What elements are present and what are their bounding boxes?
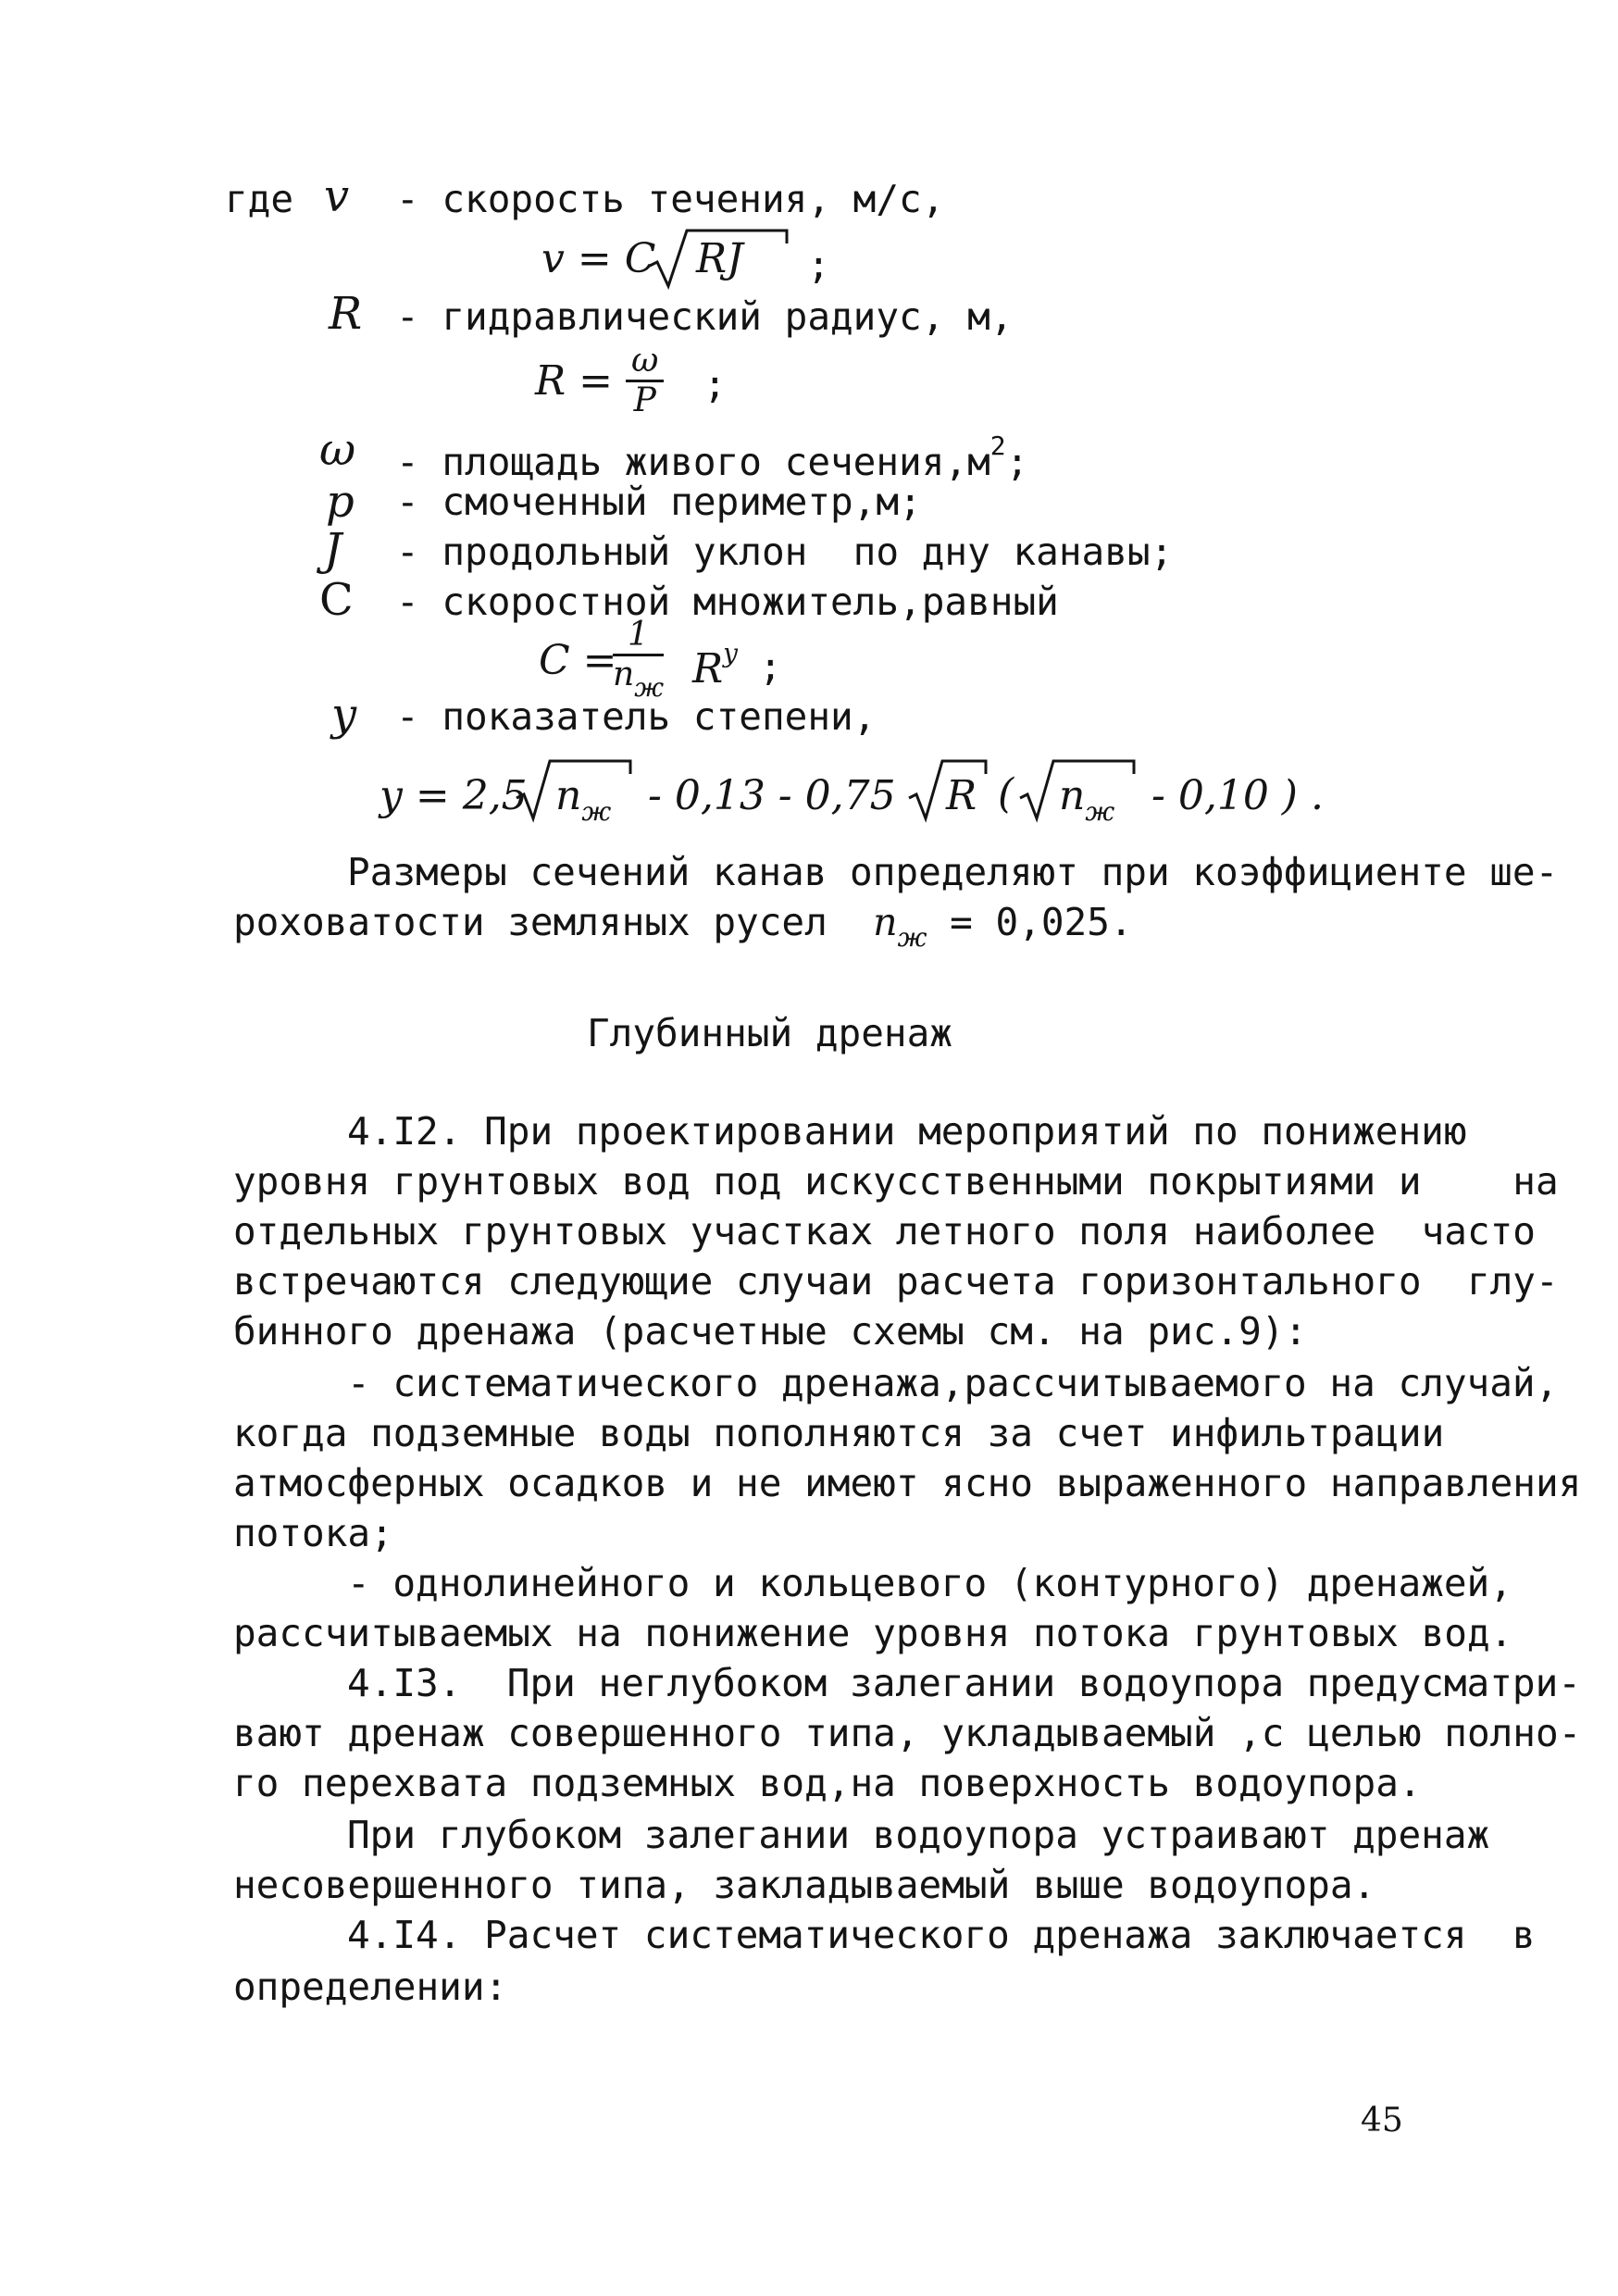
R-formula-fraction: [626, 344, 664, 418]
y-symbol: y: [331, 689, 357, 741]
R-formula-denominator: P: [633, 381, 656, 419]
y-formula-tail: - 0,10 ) .: [1151, 772, 1324, 819]
C-formula-power: $R^y$: [692, 638, 738, 693]
C-definition: - скоростной множитель,равный: [396, 580, 1059, 624]
page-number: 45: [1361, 2102, 1403, 2140]
y-formula-radicand-2: R: [946, 772, 977, 819]
v-symbol: v: [324, 170, 350, 222]
omega-exponent: 2: [989, 430, 1006, 461]
y-formula-middle: - 0,13 - 0,75: [648, 772, 896, 819]
C-formula-fraction: [613, 618, 664, 701]
section-heading: Глубинный дренаж: [587, 1011, 952, 1055]
v-formula-end: ;: [807, 243, 830, 287]
body-line: 4.I3. При неглубоком залегании водоупора предусматри-: [347, 1661, 1581, 1705]
y-formula-open-paren: (: [998, 770, 1014, 817]
body-line: - однолинейного и кольцевого (контурного) дренажей,: [347, 1561, 1512, 1605]
omega-symbol: ω: [319, 424, 356, 476]
body-line: несовершенного типа, закладываемый выше водоупора.: [233, 1863, 1376, 1907]
C-symbol: C: [319, 574, 354, 626]
body-line: отдельных грунтовых участках летного поля наиболее часто: [233, 1209, 1536, 1254]
R-symbol: R: [329, 288, 363, 340]
body-line: когда подземные воды пополняются за счет инфильтрации: [233, 1411, 1445, 1455]
body-line: бинного дренажа (расчетные схемы см. на рис.9):: [233, 1309, 1308, 1354]
body-line: - систематического дренажа,рассчитываемого на случай,: [347, 1361, 1559, 1405]
body-line: потока;: [233, 1511, 393, 1555]
J-definition: - продольный уклон по дну канавы;: [396, 530, 1174, 574]
body-line: 4.I4. Расчет систематического дренажа заключается в: [347, 1913, 1536, 1957]
body-line: го перехвата подземных вод,на поверхность водоупора.: [233, 1761, 1422, 1805]
sizes-line-1: Размеры сечений канав определяют при коэффициенте ше-: [347, 850, 1559, 894]
gde-label: где: [225, 177, 294, 221]
C-formula-end: ;: [759, 644, 782, 689]
body-line: определении:: [233, 1965, 508, 2009]
v-definition: - скорость течения, м/с,: [396, 177, 945, 221]
y-formula-radicand-1: $n_ж$: [555, 772, 612, 827]
v-formula-radicand: RJ: [696, 235, 743, 282]
body-line: атмосферных осадков и не имеют ясно выраженного направления: [233, 1461, 1582, 1505]
body-line: При глубоком залегании водоупора устраивают дренаж: [347, 1813, 1490, 1857]
R-formula-lhs: R =: [535, 357, 613, 405]
y-definition: - показатель степени,: [396, 694, 877, 739]
omega-definition: - площадь живого $сечения,м^2$;: [396, 430, 1029, 484]
body-line: рассчитываемых на понижение уровня потока грунтовых вод.: [233, 1611, 1513, 1655]
R-definition: - гидравлический радиус, м,: [396, 294, 1014, 339]
y-formula-lhs: y = 2,5: [380, 772, 528, 819]
body-line: уровня грунтовых вод под искусственными покрытиями и на: [233, 1159, 1559, 1204]
p-definition: - смоченный периметр,м;: [396, 480, 922, 524]
R-formula-numerator: ω: [626, 344, 664, 382]
p-symbol: p: [326, 476, 355, 528]
C-formula-denominator: $n_ж$: [613, 655, 665, 703]
y-formula-radicand-3: $n_ж$: [1059, 772, 1115, 827]
sizes-line-2: роховатости земляных русел $n_ж = 0,025$.: [233, 900, 1133, 953]
R-formula-end: ;: [703, 362, 727, 406]
body-line: вают дренаж совершенного типа, укладываемый ,с целью полно-: [233, 1711, 1582, 1755]
body-line: встречаются следующие случаи расчета горизонтального глу-: [233, 1259, 1559, 1304]
C-formula-lhs: C =: [539, 637, 617, 684]
J-symbol: J: [324, 524, 342, 576]
C-formula-numerator: 1: [613, 618, 664, 656]
v-formula-lhs: v = C: [541, 235, 656, 282]
body-line: 4.I2. При проектировании мероприятий по понижению: [347, 1109, 1467, 1154]
